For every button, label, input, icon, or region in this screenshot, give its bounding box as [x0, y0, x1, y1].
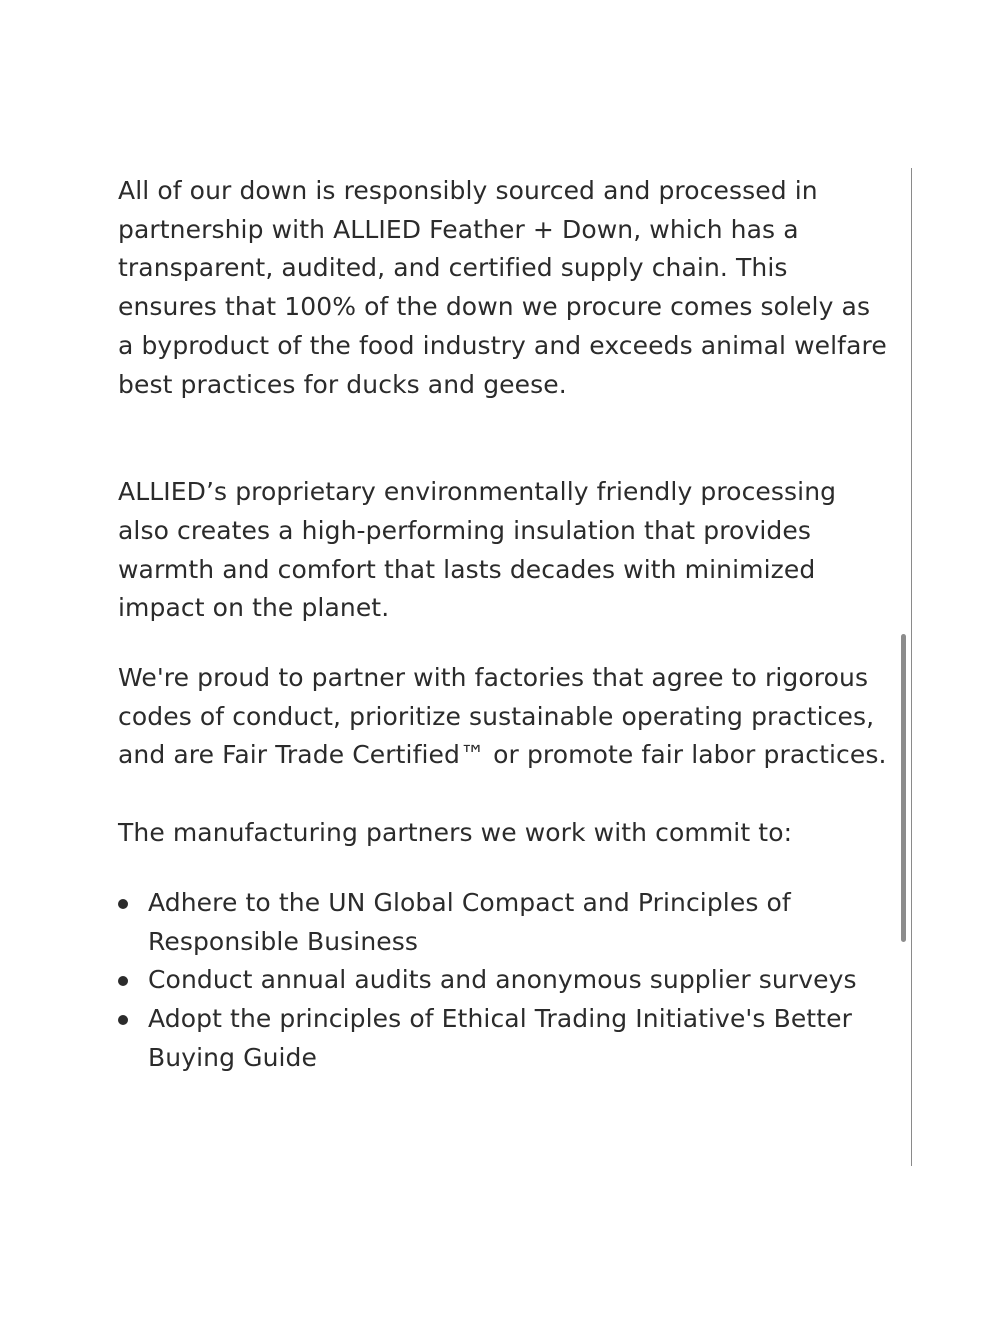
- list-item-text: Adhere to the UN Global Compact and Principles of Responsible Business: [148, 887, 791, 956]
- content-area: [118, 172, 888, 1077]
- down-sourcing-paragraph: All of our down is responsibly sourced and processed in partnership with ALLIED Feather + Down, which has a transparent, audited, and certified supply chain. This ensures that 100% of the down we procure comes solely as a byproduct of the food industry and exceeds animal welfare best practices for ducks and geese.: [118, 176, 887, 399]
- list-item-text: Conduct annual audits and anonymous supplier surveys: [148, 965, 857, 995]
- list-item: [118, 961, 888, 1000]
- allied-processing-paragraph: ALLIED’s proprietary environmentally friendly processing also creates a high-performing insulation that provides warmth and comfort that lasts decades with minimized impact on the planet.: [118, 477, 837, 623]
- list-item: [118, 1000, 888, 1077]
- list-item-text: Adopt the principles of Ethical Trading Initiative's Better Buying Guide: [148, 1003, 852, 1072]
- commitments-intro: The manufacturing partners we work with commit to:: [118, 818, 793, 848]
- list-item: [118, 884, 888, 961]
- scrollbar-thumb[interactable]: [901, 634, 906, 942]
- bullet-icon: [118, 976, 128, 986]
- factory-partners-paragraph: We're proud to partner with factories that agree to rigorous codes of conduct, prioritize sustainable operating practices, and are Fair Trade Certified™ or promote fair labor practices.: [118, 663, 887, 770]
- bullet-icon: [118, 899, 128, 909]
- commitments-list: [118, 884, 888, 1078]
- bullet-icon: [118, 1015, 128, 1025]
